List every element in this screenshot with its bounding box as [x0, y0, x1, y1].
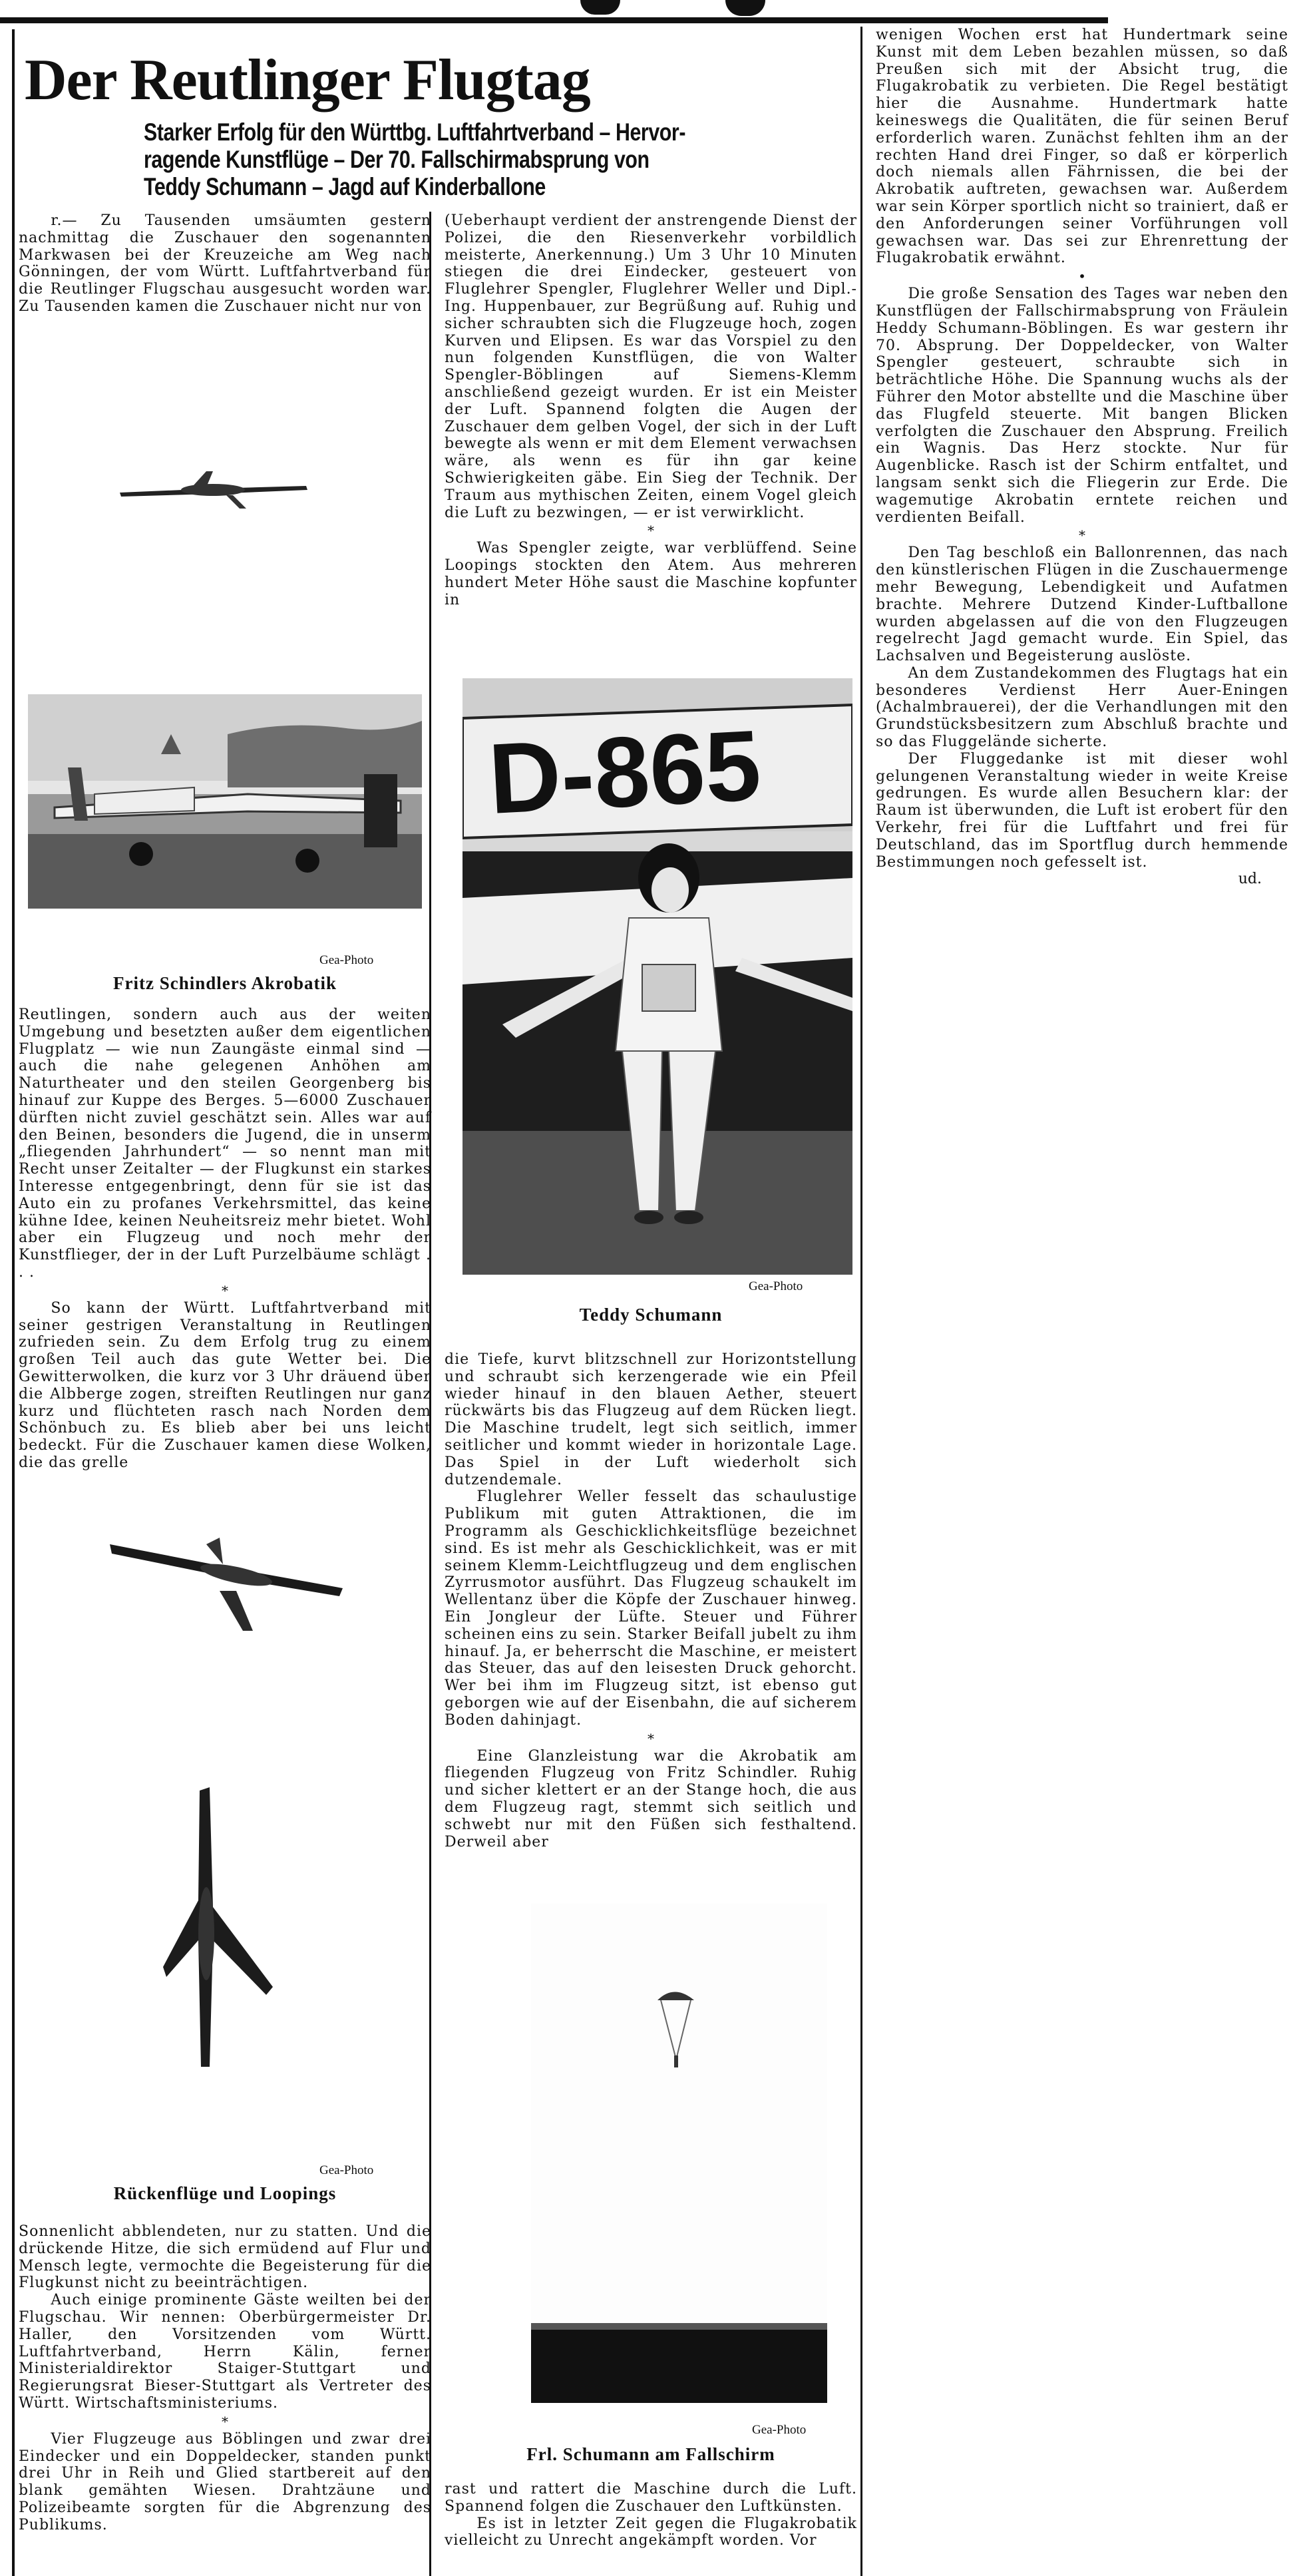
separator-dot: • — [1078, 268, 1086, 285]
subheadline-line: Teddy Schumann – Jagd auf Kinderballone — [144, 173, 546, 200]
text-block — [445, 1351, 857, 1850]
paragraph: r.— Zu Tausenden umsäumten gestern nachmittag die Zuschauer den sogenannten Markwasen bei der Kreuzeiche am Weg nach Gönningen, der vom Württ. Luftfahrtverband für die Reutlinger Flugschau ausgesucht worden war. Zu Tausenden kamen die Zuschauer nicht nur von — [19, 212, 431, 315]
paragraph: Sonnenlicht abblendeten, nur zu statten. Und die drückende Hitze, die sich ermüdend auf Flur und Mensch legte, vermochte die Begeisterung für die Flugkunst nicht zu beeinträchtigen. — [19, 2223, 431, 2292]
author-signature: ud. — [1238, 871, 1262, 888]
paragraph: wenigen Wochen erst hat Hundertmark seine Kunst mit dem Leben bezahlen müssen, so daß Preußen sich mit der Absicht trug, die Flugakrobatik zu verbieten. Die Regel bestätigt hier die Ausnahme. Hundertmark hatte keineswegs die Qualitäten, die für seinen Beruf erforderlich waren. Zunächst fehlten ihm an der rechten Hand drei Finger, so daß er körperlich doch niemals allen Fährnissen, die bei der Akrobatik auftreten, gewachsen war. Außerdem war sein Körper sportlich nicht so trainiert, daß er den Anforderungen seiner Vorführungen voll gewachsen war. Das sei zur Ehrenrettung der Flugakrobatik erwähnt. — [876, 27, 1288, 267]
paragraph: Vier Flugzeuge aus Böblingen und zwar drei Eindecker und ein Doppeldecker, standen punkt drei Uhr in Reih und Glied startbereit auf den blank gemähten Wiesen. Drahtzäune und Polizeibeamte sorgten für die Abgrenzung des Publikums. — [19, 2430, 431, 2533]
subheadline-line: Starker Erfolg für den Württbg. Luftfahrtverband – Hervor- — [144, 118, 686, 146]
photo-plane-diving — [160, 1787, 280, 2070]
photo-caption: Teddy Schumann — [579, 1305, 723, 1325]
separator-star: * — [222, 2413, 228, 2430]
photo-teddy-schumann — [463, 678, 852, 1275]
paragraph: die Tiefe, kurvt blitzschnell zur Horizontstellung und schraubt sich kerzengerade wie ein Pfeil wieder hinauf in den blauen Aether, steuert rückwärts bis das Flugzeug auf dem Rücken liegt. Die Maschine trudelt, legt sich seitlich, immer seitlicher und kommt wieder in horizontale Lage. Das Spiel in der Luft wiederholt sich dutzendemale. — [445, 1351, 857, 1488]
paragraph: rast und rattert die Maschine durch die Luft. Spannend folgen die Zuschauer den Luftkünsten. — [445, 2481, 857, 2515]
text-block — [19, 2223, 431, 2534]
photo-plane-on-ground — [28, 694, 422, 909]
paragraph: Der Fluggedanke ist mit dieser wohl gelungenen Veranstaltung wieder in weite Kreise gedrungen. Es wurde allen Besuchern klar: der Raum ist überwunden, die Luft ist erobert für den Verkehr, frei für die Luftfahrt und frei für Deutschland, das im Sportflug durch hemmende Bestimmungen noch gefesselt ist. — [876, 750, 1288, 871]
photo-credit: Gea-Photo — [319, 2163, 374, 2177]
paragraph: (Ueberhaupt verdient der anstrengende Dienst der Polizei, die den Riesenverkehr vorbildlich meisterte, Anerkennung.) Um 3 Uhr 10 Minuten stiegen die drei Eindecker, gesteuert von Fluglehrer Spengler, Fluglehrer Weller und Dipl.-Ing. Huppenbauer, zur Begrüßung auf. Ruhig und sicher schraubten sich die Flugzeuge hoch, zogen Kurven und Elipsen. Es war das Vorspiel zu den nun folgenden Kunstflügen, die von Walter Spengler-Böblingen auf Siemens-Klemm anschließend gezeigt wurden. Er ist ein Meister der Luft. Spannend folgten die Augen der Zuschauer dem gelben Vogel, der sich in der Luft bewegte als wenn er mit dem Element verwachsen wäre, als wenn es für ihn gar keine Schwierigkeiten gäbe. Ein Sieg der Technik. Der Traum aus mythischen Zeiten, einem Vogel gleich die Luft zu bezwingen, — er ist verwirklicht. — [445, 212, 857, 521]
paragraph: Den Tag beschloß ein Ballonrennen, das nach den künstlerischen Flügen in die Zuschauermenge mehr Bewegung, Lebendigkeit und Aufatmen brachte. Mehrere Dutzend Kinder-Luftballone wurden abgelassen auf die von den Flugzeugen regelrecht Jagd gemacht wurde. Ein Spiel, das Lachsalven und Begeisterung auslöste. — [876, 544, 1288, 665]
aircraft-marking: D-865 — [486, 708, 764, 835]
separator-star: * — [648, 1730, 654, 1747]
photo-caption: Frl. Schumann am Fallschirm — [526, 2444, 775, 2464]
photo-plane-in-flight — [113, 466, 313, 513]
separator-star: * — [222, 1282, 228, 1299]
text-block — [445, 2481, 857, 2549]
top-rule — [0, 17, 1108, 23]
separator-star: * — [648, 523, 654, 539]
paragraph: Fluglehrer Weller fesselt das schaulustige Publikum mit guten Attraktionen, die im Programm als Geschicklichkeitsflüge bezeichnet sind. Es ist mehr als Geschicklichkeit, was er mit seinem Klemm-Leichtflugzeug und dem englischen Zyrrusmotor ausführt. Das Flugzeug schaukelt im Wellentanz über die Köpfe der Zuschauer hinweg. Ein Jongleur der Lüfte. Steuer und Führer scheinen eins zu sein. Starker Beifall jubelt zu ihm hinauf. Ja, er beherrscht die Maschine, er meistert das Steuer, das auf den leisesten Druck gehorcht. Wer bei ihm im Flugzeug sitzt, ist ebenso gut geborgen wie auf der Eisenbahn, die auf sicherem Boden dahinjagt. — [445, 1488, 857, 1729]
text-block — [19, 212, 431, 316]
text-block — [445, 212, 857, 609]
text-block — [19, 1006, 431, 1472]
text-block — [876, 27, 1288, 888]
photo-caption: Rückenflüge und Loopings — [113, 2183, 337, 2203]
masthead-fragment — [725, 0, 765, 16]
paragraph: Auch einige prominente Gäste weilten bei der Flugschau. Wir nennen: Oberbürgermeister Dr. Haller, den Vorsitzenden vom Württ. Luftfahrtverband, Herrn Kälin, ferner Ministerialdirektor Staiger-Stuttgart und Regierungsrat Bieser-Stuttgart als Vertreter des Württ. Wirtschaftsministeriums. — [19, 2292, 431, 2412]
masthead-fragment — [580, 0, 620, 15]
photo-credit: Gea-Photo — [319, 953, 374, 967]
paragraph: Es ist in letzter Zeit gegen die Flugakrobatik vielleicht zu Unrecht angekämpft worden. Vor — [445, 2515, 857, 2549]
subheadline — [144, 118, 685, 200]
paragraph: Reutlingen, sondern auch aus der weiten Umgebung und besetzten außer dem eigentlichen Flugplatz — wie nun Zaungäste einmal sind — auch die nahe gelegenen Anhöhen am Naturtheater und den steilen Georgenberg bis hinauf zur Kuppe des Berges. 5—6000 Zuschauer dürften nicht zuviel geschätzt sein. Alles war auf den Beinen, besonders die Jugend, die in unserm „fliegenden Jahrhundert“ — so nennt man mit Recht unser Zeitalter — der Flugkunst ein starkes Interesse entgegenbringt, denn für sie ist das Auto ein zu profanes Verkehrsmittel, das keine kühne Idee, keinen Neuheitsreiz mehr bietet. Wohl aber ein Flugzeug und noch mehr der Kunstflieger, der in der Luft Purzelbäume schlägt . . . — [19, 1006, 431, 1281]
paragraph: An dem Zustandekommen des Flugtags hat ein besonderes Verdienst Herr Auer-Eningen (Achalmbrauerei), der die Verhandlungen mit den Grundstücksbesitzern zum Abschluß brachte und so das Fluggelände sicherte. — [876, 664, 1288, 751]
photo-credit: Gea-Photo — [749, 1279, 803, 1293]
column-divider — [860, 27, 862, 2576]
paragraph: Eine Glanzleistung war die Akrobatik am fliegenden Flugzeug von Fritz Schindler. Ruhig und sicher klettert er an der Stange hoch, die aus dem Flugzeug ragt, stemmt sich seitlich und schwebt nur mit den Füßen sich festhaltend. Derweil aber — [445, 1747, 857, 1850]
paragraph: So kann der Württ. Luftfahrtverband mit seiner gestrigen Veranstaltung in Reutlingen zufrieden sein. Zu dem Erfolg trug zu einem großen Teil auch das gute Wetter bei. Die Gewitterwolken, die kurz vor 3 Uhr dräuend über die Albberge zogen, streiften Reutlingen nur ganz kurz und flüchteten rasch nach Norden dem Schönbuch zu. Es blieb aber bei uns leicht bedeckt. Für die Zuschauer kamen diese Wolken, die das grelle — [19, 1299, 431, 1471]
subheadline-line: ragende Kunstflüge – Der 70. Fallschirmabsprung von — [144, 146, 650, 173]
paragraph: Was Spengler zeigte, war verblüffend. Seine Loopings stockten den Atem. Aus mehreren hundert Meter Höhe saust die Maschine kopfunter in — [445, 540, 857, 608]
paragraph: Die große Sensation des Tages war neben den Kunstflügen der Fallschirmabsprung von Fräulein Heddy Schumann-Böblingen. Es war gestern ihr 70. Absprung. Der Doppeldecker, von Walter Spengler gesteuert, schraubte sich in beträchtliche Höhe. Die Spannung wuchs als der Führer den Motor abstellte und die Maschine über das Flugfeld steuerte. Mit bangen Blicken verfolgten die Zuschauer den Absprung. Freilich ein Wagnis. Das Herz stockte. Nur für Augenblicke. Rasch ist der Schirm entfaltet, und langsam senkt sich die Fliegerin zur Erde. Die wagemutige Akrobatin erntete reichen und verdienten Beifall. — [876, 286, 1288, 526]
headline: Der Reutlinger Flugtag — [25, 48, 590, 112]
separator-star: * — [1079, 527, 1085, 544]
photo-plane-banking — [106, 1531, 346, 1637]
photo-caption: Fritz Schindlers Akrobatik — [112, 973, 337, 993]
left-border — [12, 29, 15, 2576]
photo-parachute — [531, 1904, 827, 2403]
photo-credit: Gea-Photo — [752, 2423, 807, 2437]
